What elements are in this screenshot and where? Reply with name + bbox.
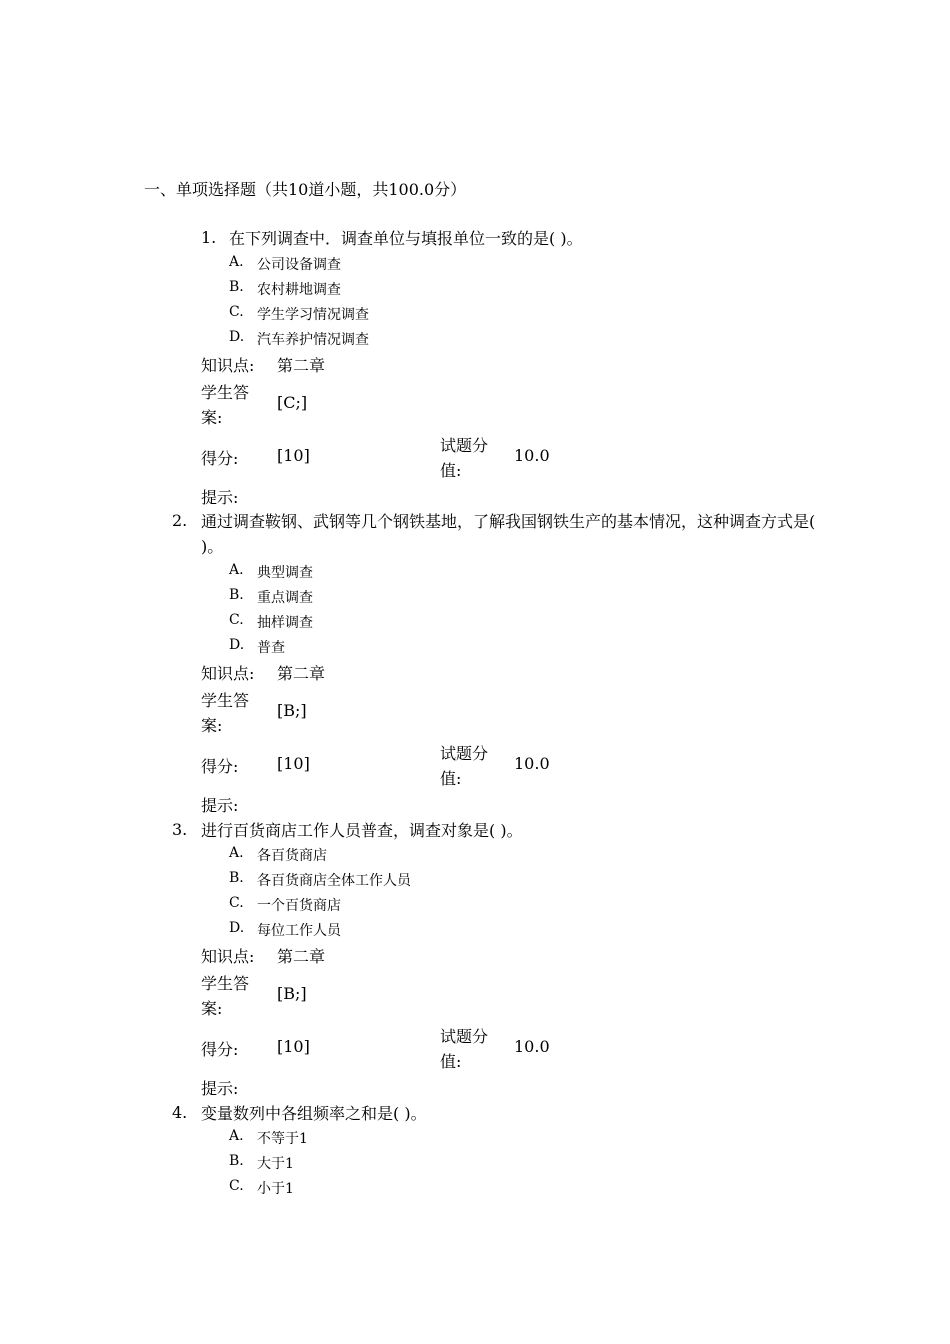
knowledge-value: 第二章	[277, 947, 326, 966]
student-answer-label: 案:	[201, 716, 223, 735]
question-number: 4.	[172, 1103, 188, 1122]
question-value: 10.0	[514, 754, 550, 773]
question-value-label: 试题分	[440, 1027, 489, 1046]
student-answer-value: [B;]	[277, 701, 307, 720]
question-value-label: 值:	[440, 461, 462, 480]
score-value: [10]	[277, 754, 310, 773]
knowledge-label: 知识点:	[201, 947, 255, 966]
score-label: 得分:	[201, 757, 239, 776]
option-letter: D.	[229, 920, 245, 936]
student-answer-label: 学生答	[201, 974, 250, 993]
option-letter: B.	[229, 1153, 244, 1169]
option-letter: D.	[229, 637, 245, 653]
question-text: 进行百货商店工作人员普查，调查对象是( )。	[201, 821, 523, 840]
student-answer-label: 案:	[201, 999, 223, 1018]
question-text: 通过调查鞍钢、武钢等几个钢铁基地，了解我国钢铁生产的基本情况，这种调查方式是( )。	[201, 512, 816, 556]
option-letter: C.	[229, 612, 244, 628]
knowledge-label: 知识点:	[201, 356, 255, 375]
score-label: 得分:	[201, 1040, 239, 1059]
option-text: 不等于1	[257, 1131, 308, 1147]
student-answer-value: [B;]	[277, 984, 307, 1003]
question-text: 在下列调查中．调查单位与填报单位一致的是( )。	[229, 229, 583, 248]
student-answer-label: 学生答	[201, 691, 250, 710]
question-text: 变量数列中各组频率之和是( )。	[201, 1104, 427, 1123]
option-text: 抽样调查	[257, 615, 313, 631]
option-text: 各百货商店	[257, 848, 327, 864]
option-letter: C.	[229, 895, 244, 911]
score-label: 得分:	[201, 449, 239, 468]
option-text: 学生学习情况调查	[257, 307, 369, 323]
option-letter: C.	[229, 304, 244, 320]
question-value-label: 值:	[440, 1052, 462, 1071]
question-value-label: 值:	[440, 769, 462, 788]
option-text: 每位工作人员	[257, 923, 341, 939]
option-text: 汽车养护情况调查	[257, 332, 369, 348]
option-letter: C.	[229, 1178, 244, 1194]
question-value: 10.0	[514, 446, 550, 465]
option-text: 农村耕地调查	[257, 282, 341, 298]
option-text: 普查	[257, 640, 285, 656]
option-letter: A.	[229, 1128, 244, 1144]
student-answer-value: [C;]	[277, 393, 308, 412]
question-number: 2.	[172, 511, 188, 530]
question-value-label: 试题分	[440, 744, 489, 763]
question-number: 1.	[201, 228, 217, 247]
option-text: 公司设备调查	[257, 257, 341, 273]
hint-label: 提示:	[201, 796, 239, 815]
knowledge-value: 第二章	[277, 356, 326, 375]
question-value: 10.0	[514, 1037, 550, 1056]
option-text: 各百货商店全体工作人员	[257, 873, 411, 889]
student-answer-label: 学生答	[201, 383, 250, 402]
option-letter: B.	[229, 870, 244, 886]
option-text: 典型调查	[257, 565, 313, 581]
option-text: 一个百货商店	[257, 898, 341, 914]
option-letter: B.	[229, 279, 244, 295]
option-letter: B.	[229, 587, 244, 603]
option-text: 重点调查	[257, 590, 313, 606]
option-text: 小于1	[257, 1181, 294, 1197]
option-letter: A.	[229, 254, 244, 270]
score-value: [10]	[277, 1037, 310, 1056]
knowledge-value: 第二章	[277, 664, 326, 683]
hint-label: 提示:	[201, 488, 239, 507]
option-letter: A.	[229, 845, 244, 861]
score-value: [10]	[277, 446, 310, 465]
option-letter: A.	[229, 562, 244, 578]
knowledge-label: 知识点:	[201, 664, 255, 683]
question-value-label: 试题分	[440, 436, 489, 455]
section-title: 一、单项选择题（共10道小题，共100.0分）	[144, 180, 467, 199]
question-number: 3.	[172, 820, 188, 839]
student-answer-label: 案:	[201, 408, 223, 427]
hint-label: 提示:	[201, 1079, 239, 1098]
option-text: 大于1	[257, 1156, 294, 1172]
option-letter: D.	[229, 329, 245, 345]
